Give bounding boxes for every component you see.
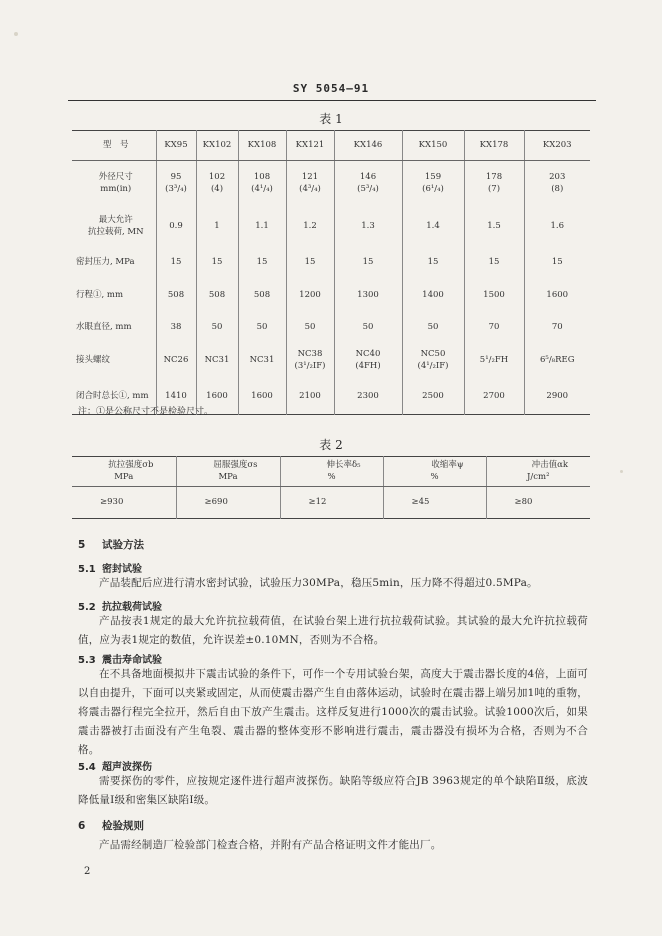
cell-line: 50: [362, 321, 374, 332]
label-line: 行程①, mm: [76, 289, 124, 300]
cell-line: (4¹/₂IF): [417, 360, 449, 371]
table2-header-cell: [176, 457, 280, 487]
table1-cell: [402, 247, 464, 279]
subsection-number: 5.1: [78, 564, 96, 575]
cell-line: 15: [362, 256, 374, 267]
table1-cell: [156, 161, 196, 207]
table2-value-cell: ≥690: [176, 487, 280, 519]
cell-line: 1.6: [550, 220, 565, 231]
header-line: 屈服强度σs: [213, 460, 258, 471]
table1-cell: [524, 247, 590, 279]
subsection-5-2-heading: [78, 598, 162, 613]
table2-header-cell: [486, 457, 590, 487]
cell-line: 121: [301, 172, 319, 183]
cell-line: 508: [253, 289, 271, 300]
table1-cell: [524, 279, 590, 313]
table1-cell: [524, 343, 590, 379]
cell-line: 1410: [165, 390, 187, 401]
cell-line: NC31: [204, 354, 230, 365]
cell-line: 1.5: [487, 220, 501, 231]
cell-line: 2900: [546, 390, 569, 401]
table-1: [72, 130, 590, 415]
cell-line: 1600: [251, 390, 273, 401]
cell-line: 70: [488, 321, 500, 332]
cell-line: 1400: [422, 289, 444, 300]
cell-line: 1.2: [303, 220, 317, 231]
section-number: 6: [78, 820, 86, 832]
cell-line: 15: [488, 256, 500, 267]
header-unit: MPa: [218, 471, 238, 482]
cell-line: 6⁵/₈REG: [540, 354, 575, 365]
table1-cell: [196, 343, 238, 379]
table1-cell: [196, 247, 238, 279]
cell-line: 15: [170, 256, 182, 267]
table1-cell: [238, 207, 286, 247]
cell-line: (8): [551, 183, 564, 194]
table1-cell: [238, 313, 286, 343]
label-line: mm(in): [100, 183, 132, 194]
table1-cell: [238, 279, 286, 313]
cell-line: 38: [170, 321, 182, 332]
subsection-5-1-heading: [78, 560, 142, 575]
cell-line: (5³/₄): [357, 183, 379, 194]
table1-cell: [286, 207, 334, 247]
subsection-number: 5.3: [78, 655, 96, 666]
table1-cell: [402, 279, 464, 313]
table2-value-cell: ≥12: [280, 487, 383, 519]
table2-value-cell: ≥80: [486, 487, 590, 519]
subsection-title: 抗拉载荷试验: [102, 602, 162, 613]
cell-line: 50: [427, 321, 439, 332]
label-line: 抗拉载荷, MN: [87, 226, 144, 237]
cell-line: 2500: [422, 390, 444, 401]
table1-cell: [334, 313, 402, 343]
table1-row: [72, 161, 590, 207]
table1-cell: [196, 279, 238, 313]
cell-line: 2100: [299, 390, 321, 401]
cell-line: 203: [549, 172, 566, 183]
label-line: 密封压力, MPa: [76, 256, 135, 267]
cell-line: 15: [256, 256, 268, 267]
table1-row-label: [72, 247, 156, 279]
cell-line: 1500: [483, 289, 505, 300]
table1-row-label: [72, 161, 156, 207]
cell-line: (3³/₄): [165, 183, 187, 194]
label-line: 闭合时总长①, mm: [76, 390, 149, 401]
table1-caption: 表 1: [319, 112, 343, 126]
header-rule: [68, 100, 596, 101]
table1-cell: [402, 207, 464, 247]
table2-value-row: [72, 487, 590, 519]
table1-cell: [334, 279, 402, 313]
table1-row: [72, 247, 590, 279]
table1-cell: [156, 313, 196, 343]
table1-cell: [286, 279, 334, 313]
label-line: 接头螺纹: [76, 354, 111, 365]
table1-cell: [402, 343, 464, 379]
table1-header-row: [72, 131, 590, 161]
cell-line: 146: [359, 172, 377, 183]
table1-cell: [524, 161, 590, 207]
cell-line: 1.1: [255, 220, 269, 231]
subsection-5-3-heading: [78, 651, 162, 666]
table1-cell: [334, 161, 402, 207]
cell-line: 50: [304, 321, 316, 332]
paragraph-5-1: 产品装配后应进行清水密封试验，试验压力30MPa，稳压5min，压力降不得超过0.5MPa。: [99, 577, 538, 589]
table1-cell: [238, 247, 286, 279]
table1-model-header: KX102: [196, 131, 238, 161]
table1-row: [72, 313, 590, 343]
table1-model-header: KX203: [524, 131, 590, 161]
cell-line: (4): [210, 183, 224, 194]
cell-line: 1: [214, 220, 220, 231]
subsection-title: 震击寿命试验: [102, 655, 162, 666]
cell-line: 508: [167, 289, 185, 300]
table1-row-label: [72, 207, 156, 247]
cell-line: 70: [551, 321, 563, 332]
table1-note: 注：①是公称尺寸不是检验尺寸。: [78, 407, 214, 417]
table1-cell: [334, 343, 402, 379]
table1-cell: [286, 343, 334, 379]
cell-line: NC50: [420, 349, 446, 360]
label-line: 最大允许: [98, 215, 133, 226]
table1-cell: [464, 279, 524, 313]
table1-cell: [464, 313, 524, 343]
table2-header-cell: [72, 457, 176, 487]
cell-line: 1.3: [361, 220, 375, 231]
paragraph-6: 产品需经制造厂检验部门检查合格，并附有产品合格证明文件才能出厂。: [99, 839, 442, 851]
table1-cell: [524, 313, 590, 343]
section-title: 检验规则: [102, 820, 144, 832]
table1-model-header: KX178: [464, 131, 524, 161]
cell-line: 95: [170, 172, 182, 183]
table1-cell: [156, 247, 196, 279]
table1-cell: [334, 247, 402, 279]
cell-line: 508: [208, 289, 226, 300]
table1-cell: [402, 161, 464, 207]
cell-line: NC38: [297, 349, 323, 360]
table1-model-header: KX95: [156, 131, 196, 161]
table1-cell: [402, 379, 464, 415]
table1-cell: [156, 343, 196, 379]
cell-line: NC40: [355, 349, 381, 360]
cell-line: 2300: [357, 390, 379, 401]
table1-cell: [286, 379, 334, 415]
table1-cell: [196, 161, 238, 207]
section-5-heading: [78, 537, 144, 552]
cell-line: 178: [485, 172, 503, 183]
table1-cell: [464, 343, 524, 379]
cell-line: 50: [256, 321, 268, 332]
table1-model-header: KX150: [402, 131, 464, 161]
cell-line: 1.4: [426, 220, 440, 231]
table2-value-cell: ≥930: [100, 496, 124, 507]
section-6-heading: [78, 818, 144, 833]
table1-row: [72, 279, 590, 313]
cell-line: (7): [487, 183, 501, 194]
label-line: 外径尺寸: [98, 172, 133, 183]
subsection-5-4-heading: [78, 758, 152, 773]
cell-line: 1300: [357, 289, 379, 300]
table2-header-cell: [383, 457, 486, 487]
table1-cell: [286, 161, 334, 207]
subsection-number: 5.4: [78, 762, 96, 773]
table1-row: [72, 207, 590, 247]
table1-cell: [196, 313, 238, 343]
table1-model-header: KX121: [286, 131, 334, 161]
cell-line: NC31: [249, 354, 275, 365]
cell-line: (4FH): [355, 360, 381, 371]
cell-line: 15: [427, 256, 439, 267]
table2-caption: 表 2: [319, 438, 343, 452]
table1-model-header: KX108: [238, 131, 286, 161]
table1-cell: [402, 313, 464, 343]
table1-cell: [238, 343, 286, 379]
cell-line: 2700: [483, 390, 505, 401]
table1-cell: [286, 247, 334, 279]
table1-cell: [196, 207, 238, 247]
table1-cell: [334, 379, 402, 415]
cell-line: 5¹/₂FH: [479, 354, 509, 365]
subsection-title: 超声波探伤: [102, 762, 152, 773]
table1-row-label: [72, 313, 156, 343]
table1-cell: [156, 207, 196, 247]
header-line: 抗拉强度σb: [108, 460, 154, 471]
table1-row: [72, 343, 590, 379]
table1-header-label: 型 号: [72, 131, 156, 161]
table1-cell: [286, 313, 334, 343]
cell-line: 1200: [299, 289, 321, 300]
cell-line: (6¹/₄): [422, 183, 444, 194]
table1-cell: [464, 247, 524, 279]
header-unit: J/cm²: [527, 471, 550, 482]
table1-row-label: [72, 343, 156, 379]
cell-line: 50: [211, 321, 223, 332]
table1-cell: [524, 379, 590, 415]
section-number: 5: [78, 539, 86, 551]
cell-line: (4³/₄): [299, 183, 321, 194]
table1-cell: [238, 379, 286, 415]
subsection-number: 5.2: [78, 602, 96, 613]
table-2: [72, 456, 590, 519]
cell-line: 108: [253, 172, 271, 183]
table2-header-cell: [280, 457, 383, 487]
cell-line: 15: [551, 256, 563, 267]
table1-cell: [464, 207, 524, 247]
label-line: 水眼直径, mm: [76, 321, 132, 332]
page-number: 2: [84, 866, 91, 877]
header-line: 伸长率δ₅: [326, 460, 361, 471]
table1-cell: [464, 379, 524, 415]
header-line: 收缩率ψ: [431, 460, 464, 471]
paragraph-5-4: 需要探伤的零件，应按规定逐件进行超声波探伤。缺陷等级应符合JB 3963规定的单个缺陷Ⅱ级，底波降低量Ⅰ级和密集区缺陷Ⅰ级。: [78, 775, 588, 806]
cell-line: (3¹/₂IF): [294, 360, 326, 371]
cell-line: NC26: [163, 354, 189, 365]
table1-cell: [524, 207, 590, 247]
subsection-title: 密封试验: [102, 564, 142, 575]
cell-line: 15: [211, 256, 223, 267]
table1-cell: [238, 161, 286, 207]
section-title: 试验方法: [102, 539, 144, 551]
table1-cell: [464, 161, 524, 207]
standard-header: SY 5054—91: [292, 82, 370, 95]
cell-line: 159: [424, 172, 442, 183]
cell-line: (4¹/₄): [251, 183, 273, 194]
cell-line: 15: [304, 256, 316, 267]
table1-model-header: KX146: [334, 131, 402, 161]
header-unit: MPa: [114, 471, 134, 482]
cell-line: 1600: [206, 390, 228, 401]
cell-line: 102: [208, 172, 226, 183]
table2-header-row: [72, 457, 590, 487]
table2-value-cell: ≥45: [383, 487, 486, 519]
table1-cell: [334, 207, 402, 247]
table1-cell: [156, 279, 196, 313]
cell-line: 1600: [546, 289, 569, 300]
header-unit: %: [430, 471, 439, 482]
header-line: 冲击值αk: [531, 460, 568, 471]
header-unit: %: [327, 471, 336, 482]
cell-line: 0.9: [169, 220, 183, 231]
table1-row-label: [72, 279, 156, 313]
paragraph-5-3: 在不具备地面模拟井下震击试验的条件下，可作一个专用试验台架，高度大于震击器长度的4倍，上面可以自由提升，下面可以夹紧或固定，从而使震击器产生自由落体运动，试验时在震击器上端另加1吨的重物，将震击器行程完全拉开，然后自由下放产生震击。这样反复进行1000次的震击试验。试验1000次后，如果震击器被打击面没有产生龟裂、震击器的整体变形不影响进行震击，震击器没有损坏为合格，否则为不合格。: [78, 668, 588, 756]
paragraph-5-2: 产品按表1规定的最大允许抗拉载荷值，在试验台架上进行抗拉载荷试验。其试验的最大允许抗拉载荷值，应为表1规定的数值，允许误差±0.10MN，否则为不合格。: [78, 615, 588, 646]
